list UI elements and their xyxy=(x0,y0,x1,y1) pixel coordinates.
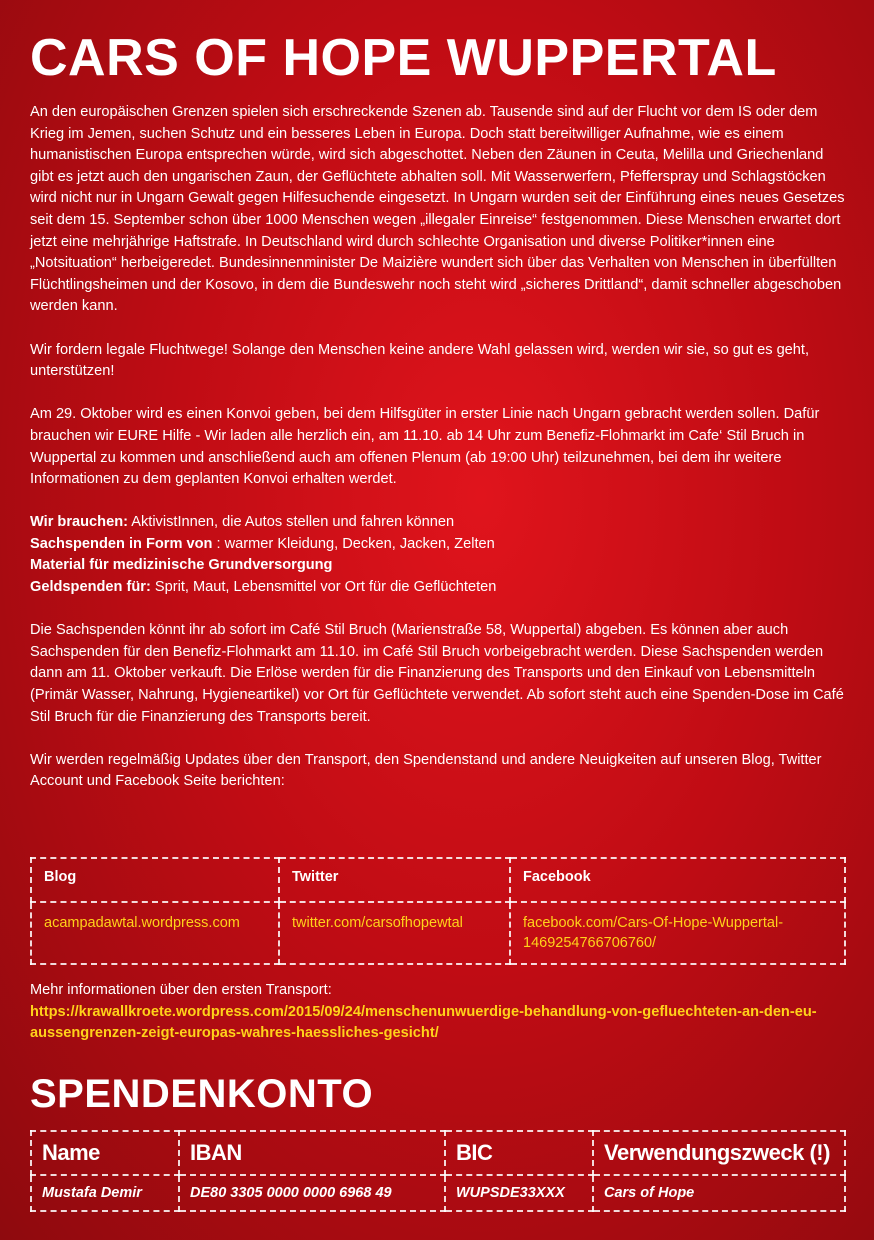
name-header: Name xyxy=(31,1131,179,1175)
need-item: Material für medizinische Grundversorgung xyxy=(30,557,333,574)
intro-paragraph: An den europäischen Grenzen spielen sich erschreckende Szenen ab. Tausende sind auf der Flucht vor dem IS oder dem Krieg im Jemen, suchen Schutz und ein besseres Leben in Europa. Doch statt bereitwilliger Aufnahme, wie es einem humanistischen Europa entsprechen würde, wird sich abgeschottet. Neben den Zäunen in Ceuta, Melilla und Griechenland gibt es jetzt auch den ungarischen Zaun, der Geflüchtete abhalten soll. Mit Wasserwerfern, Pfefferspray und Schlagstöcken wird nicht nur in Ungarn Gewalt gegen Hilfesuchende eingesetzt. In Ungarn wurden seit der Einführung eines neues Gesetzes seit dem 15. September schon über 1000 Menschen wegen „illegaler Einreise“ festgenommen. Diese Menschen erwartet dort jetzt eine mehrjährige Haftstrafe. In Deutschland wird durch schlechte Organisation und diverse Politiker*innen eine „Notsituation“ herbeigeredet. Bundesinnenminister De Maizière wundert sich über das Verhalten von Menschen in überfüllten Flüchtlingsheimen und der Kosovo, in dem die Bundeswehr noch steht wird „sicheres Drittland“, damit schneller abgeschoben werden kann. xyxy=(30,104,845,315)
more-info xyxy=(30,980,846,1045)
more-info-label: Mehr informationen über den ersten Transport: xyxy=(30,982,332,998)
need-item: Wir brauchen: AktivistInnen, die Autos stellen und fahren können xyxy=(30,514,455,531)
links-table xyxy=(30,857,846,965)
page-title: CARS OF HOPE WUPPERTAL xyxy=(30,29,777,87)
transport-article-link[interactable]: https://krawallkroete.wordpress.com/2015/09/24/menschenunwuerdige-behandlung-von-gefluechteten-an-den-eu-aussengrenzen-zeigt-europas-wahres-haessliches-gesicht/ xyxy=(30,1003,817,1042)
demand-paragraph: Wir fordern legale Fluchtwege! Solange den Menschen keine andere Wahl gelassen wird, werden wir sie, so gut es geht, unterstützen! xyxy=(30,341,810,380)
need-item: Geldspenden für: Sprit, Maut, Lebensmittel vor Ort für die Geflüchteten xyxy=(30,579,497,596)
blog-header: Blog xyxy=(31,858,279,902)
need-item: Sachspenden in Form von : warmer Kleidung, Decken, Jacken, Zelten xyxy=(30,535,495,552)
iban-value: DE80 3305 0000 0000 6968 49 xyxy=(179,1175,445,1211)
purpose-header: Verwendungszweck (!) xyxy=(593,1131,845,1175)
twitter-header: Twitter xyxy=(279,858,510,902)
blog-link[interactable]: acampadawtal.wordpress.com xyxy=(31,902,279,964)
bic-header: BIC xyxy=(445,1131,593,1175)
twitter-link[interactable]: twitter.com/carsofhopewtal xyxy=(279,902,510,964)
updates-paragraph: Wir werden regelmäßig Updates über den Transport, den Spendenstand und andere Neuigkeiten auf unseren Blog, Twitter Account und Facebook Seite berichten: xyxy=(30,751,822,790)
bank-table xyxy=(30,1130,846,1212)
donations-paragraph: Die Sachspenden könnt ihr ab sofort im Café Stil Bruch (Marienstraße 58, Wuppertal) abgeben. Es können aber auch Sachspenden für den Benefiz-Flohmarkt am 11.10. im Café Stil Bruch vorbeigebracht werden. Diese Sachspenden werden dann am 11. Oktober verkauft. Die Erlöse werden für die Finanzierung des Transports und den Einkauf von Lebensmitteln (Primär Wasser, Nahrung, Hygieneartikel) vor Ort für Geflüchtete verwendet. Ab sofort steht auch eine Spenden-Dose im Café Stil Bruch für die Finanzierung des Transports bereit. xyxy=(30,622,844,725)
convoy-paragraph: Am 29. Oktober wird es einen Konvoi geben, bei dem Hilfsgüter in erster Linie nach Ungarn gebracht werden sollen. Dafür brauchen wir EURE Hilfe - Wir laden alle herzlich ein, am 11.10. ab 14 Uhr zum Benefiz-Flohmarkt im Cafe‘ Stil Bruch in Wuppertal zu kommen und anschließend auch am offenen Plenum (ab 19:00 Uhr) teilzunehmen, bei dem ihr weitere Informationen zu dem geplanten Konvoi erhalten werdet. xyxy=(30,406,820,488)
facebook-header: Facebook xyxy=(510,858,845,902)
needs-list xyxy=(30,512,846,598)
iban-header: IBAN xyxy=(179,1131,445,1175)
bic-value: WUPSDE33XXX xyxy=(445,1175,593,1211)
account-name: Mustafa Demir xyxy=(31,1175,179,1211)
body-text xyxy=(30,102,846,815)
purpose-value: Cars of Hope xyxy=(593,1175,845,1211)
spendenkonto-heading: SPENDENKONTO xyxy=(30,1072,374,1116)
facebook-link[interactable]: facebook.com/Cars-Of-Hope-Wuppertal-1469254766706760/ xyxy=(510,902,845,964)
